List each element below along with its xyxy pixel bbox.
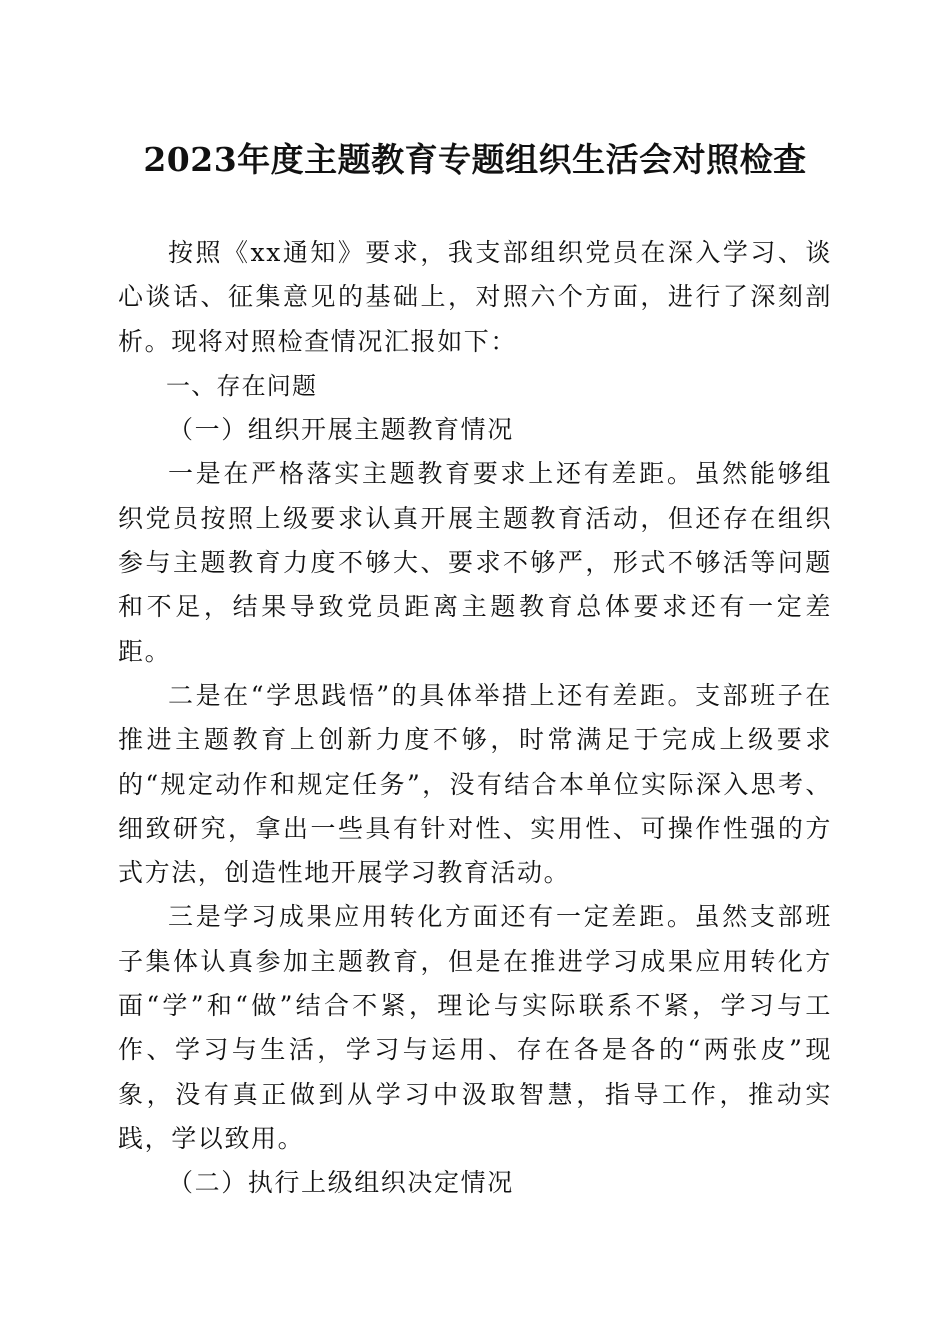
subsection-heading-2: （二）执行上级组织决定情况 (168, 1168, 514, 1198)
subsection-heading-1: （一）组织开展主题教育情况 (168, 415, 514, 445)
paragraph-2: 二是在“学思践悟”的具体举措上还有差距。支部班子在推进主题教育上创新力度不够，时常满足于完成上级要求的“规定动作和规定任务”，没有结合本单位实际深入思考、细致研究，拿出一些具有针对性、实用性、可操作性强的方式方法，创造性地开展学习教育活动。 (118, 680, 832, 888)
document-title: 2023年度主题教育专题组织生活会对照检查 (143, 140, 807, 179)
document-body (118, 231, 832, 1206)
paragraph-1: 一是在严格落实主题教育要求上还有差距。虽然能够组织党员按照上级要求认真开展主题教育活动，但还存在组织参与主题教育力度不够大、要求不够严，形式不够活等问题和不足，结果导致党员距离主题教育总体要求还有一定差距。 (118, 459, 832, 666)
section-heading-problems: 一、存在问题 (166, 371, 318, 400)
intro-paragraph: 按照《xx通知》要求，我支部组织党员在深入学习、谈心谈话、征集意见的基础上，对照六个方面，进行了深刻剖析。现将对照检查情况汇报如下： (118, 238, 832, 356)
paragraph-3: 三是学习成果应用转化方面还有一定差距。虽然支部班子集体认真参加主题教育，但是在推进学习成果应用转化方面“学”和“做”结合不紧，理论与实际联系不紧，学习与工作、学习与生活，学习与运用、存在各是各的“两张皮”现象，没有真正做到从学习中汲取智慧，指导工作，推动实践，学以致用。 (118, 902, 832, 1153)
